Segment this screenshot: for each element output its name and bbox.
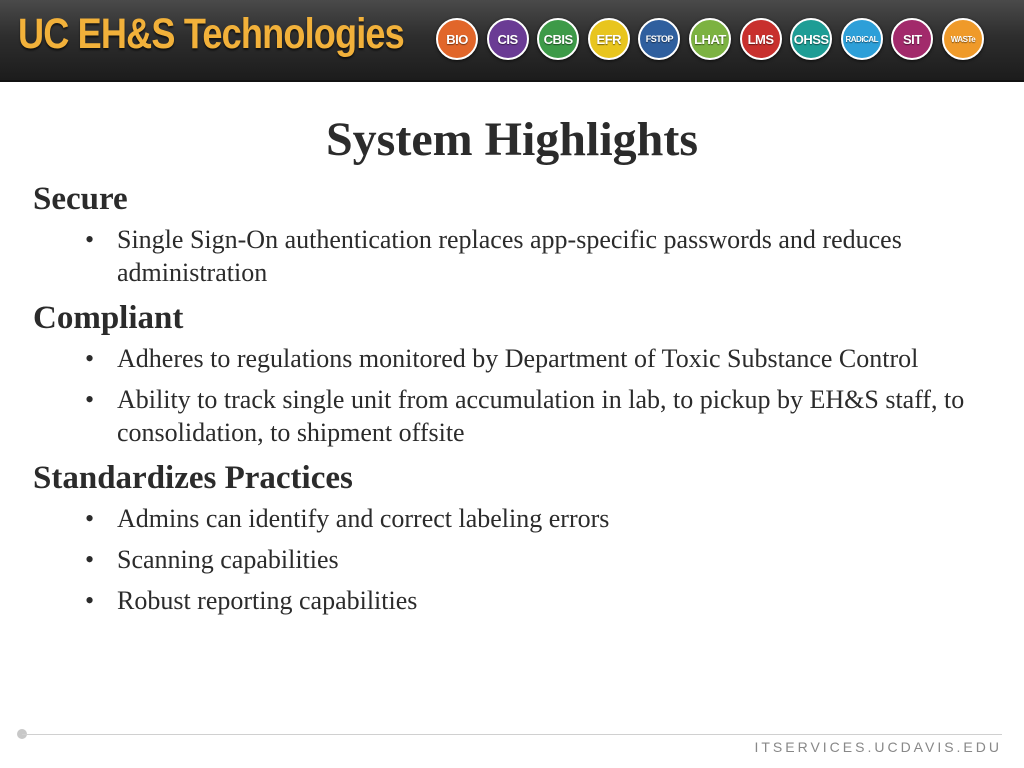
bullet-list bbox=[33, 502, 993, 617]
badge-sit[interactable]: SIT bbox=[891, 18, 933, 60]
app-badges bbox=[436, 18, 984, 64]
list-item: • Adheres to regulations monitored by Department of Toxic Substance Control bbox=[85, 344, 919, 373]
section-secure bbox=[33, 178, 993, 289]
slide-title: System Highlights bbox=[325, 113, 699, 166]
bullet-icon: • bbox=[85, 545, 95, 574]
badge-bio[interactable]: BIO bbox=[436, 18, 478, 60]
banner-title: UC EH&S Technologies bbox=[18, 10, 404, 58]
badge-lms[interactable]: LMS bbox=[740, 18, 782, 60]
badge-lhat[interactable]: LHAT bbox=[689, 18, 731, 60]
header-banner bbox=[0, 0, 1024, 82]
bullet-list bbox=[33, 342, 993, 449]
badge-radical[interactable]: RADiCAL bbox=[841, 18, 883, 60]
badge-fstop[interactable]: FSTOP bbox=[638, 18, 680, 60]
section-heading: Compliant bbox=[33, 300, 184, 336]
bullet-list bbox=[33, 223, 993, 289]
badge-cbis[interactable]: CBIS bbox=[537, 18, 579, 60]
badge-cis[interactable]: CIS bbox=[487, 18, 529, 60]
list-item: • Scanning capabilities bbox=[85, 545, 339, 574]
section-heading: Secure bbox=[33, 181, 128, 217]
slide-content bbox=[33, 178, 993, 625]
bullet-icon: • bbox=[85, 385, 95, 414]
bullet-icon: • bbox=[85, 504, 95, 533]
list-item: • Robust reporting capabilities bbox=[85, 586, 418, 615]
section-heading: Standardizes Practices bbox=[33, 460, 353, 496]
bullet-icon: • bbox=[85, 586, 95, 615]
footer-url: ITSERVICES.UCDAVIS.EDU bbox=[754, 739, 1002, 755]
bullet-icon: • bbox=[85, 225, 95, 254]
footer-divider bbox=[22, 734, 1002, 735]
bullet-icon: • bbox=[85, 344, 95, 373]
section-compliant bbox=[33, 297, 993, 449]
badge-efr[interactable]: EFR bbox=[588, 18, 630, 60]
list-item: • Admins can identify and correct labeling errors bbox=[85, 504, 610, 533]
section-standardizes-practices bbox=[33, 457, 993, 617]
list-item: • Ability to track single unit from accumulation in lab, to pickup by EH&S staff, to consolidation, to shipment offsite bbox=[85, 385, 965, 447]
badge-ohss[interactable]: OHSS bbox=[790, 18, 832, 60]
list-item: • Single Sign-On authentication replaces app-specific passwords and reduces administration bbox=[85, 225, 902, 287]
badge-waste[interactable]: WASTe bbox=[942, 18, 984, 60]
